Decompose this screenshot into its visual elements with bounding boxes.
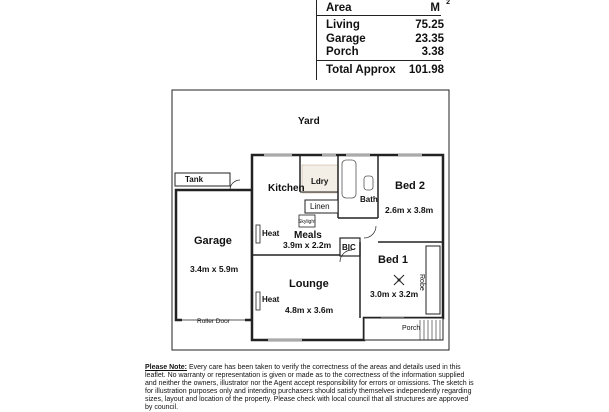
garage-size: 3.4m x 5.9m	[190, 264, 239, 274]
meals-label: Meals	[294, 230, 322, 241]
yard-label: Yard	[298, 116, 320, 127]
bed2-label: Bed 2	[395, 180, 425, 192]
row-label: Living	[326, 19, 360, 31]
row-label: Porch	[326, 46, 359, 58]
skylight-label: Skylight	[298, 219, 316, 225]
tank-label: Tank	[185, 175, 204, 184]
door-swing	[230, 180, 240, 190]
porch-label: Porch	[402, 325, 421, 332]
bed1-size: 3.0m x 3.2m	[370, 289, 419, 299]
garage-walls	[176, 190, 252, 320]
meals-size: 3.9m x 2.2m	[283, 240, 332, 250]
note-heading: Please Note:	[145, 364, 188, 371]
garage-label: Garage	[194, 235, 232, 247]
bath-label: Bath	[360, 195, 378, 204]
unit-superscript: 2	[446, 0, 450, 6]
lounge-label: Lounge	[289, 278, 329, 290]
bic-label: BIC	[342, 243, 356, 252]
lounge-size: 4.8m x 3.6m	[285, 305, 334, 315]
heat-label-lounge: Heat	[262, 295, 280, 304]
note-text: Every care has been taken to verify the correctness of the areas and details used in this leaflet. No warranty or representation is given or made as to the correctness of the information supplied and neither the owners, illustrator nor the Agent accept responsibility for errors or omissions. The sketch is for illustration purposes only and intending purchasers should satisfy themselves independently regarding sizes, layout and location of the property. Please check with local council that all structures are approved by council.	[145, 364, 474, 411]
row-value: 75.25	[415, 19, 444, 31]
area-header-unit: M	[430, 2, 440, 14]
total-value: 101.98	[408, 64, 444, 76]
bed2-size: 2.6m x 3.8m	[385, 205, 434, 215]
area-header-label: Area	[326, 2, 352, 14]
robe-cupboard	[426, 246, 440, 314]
bed1-label: Bed 1	[378, 254, 408, 266]
total-label: Total Approx	[326, 64, 396, 76]
bath-tub	[342, 160, 356, 198]
basin	[364, 176, 373, 190]
robe-label: Robe	[418, 274, 425, 291]
row-value: 3.38	[421, 46, 444, 58]
linen-label: Linen	[310, 202, 330, 211]
roller-door-label: Roller Door	[197, 318, 230, 325]
row-value: 23.35	[415, 33, 444, 45]
heater	[256, 292, 260, 310]
disclaimer-note	[145, 364, 475, 412]
heat-label-meals: Heat	[262, 229, 280, 238]
heater	[256, 225, 260, 243]
kitchen-label: Kitchen	[268, 183, 305, 194]
row-label: Garage	[326, 33, 366, 45]
laundry-label: Ldry	[311, 177, 329, 186]
